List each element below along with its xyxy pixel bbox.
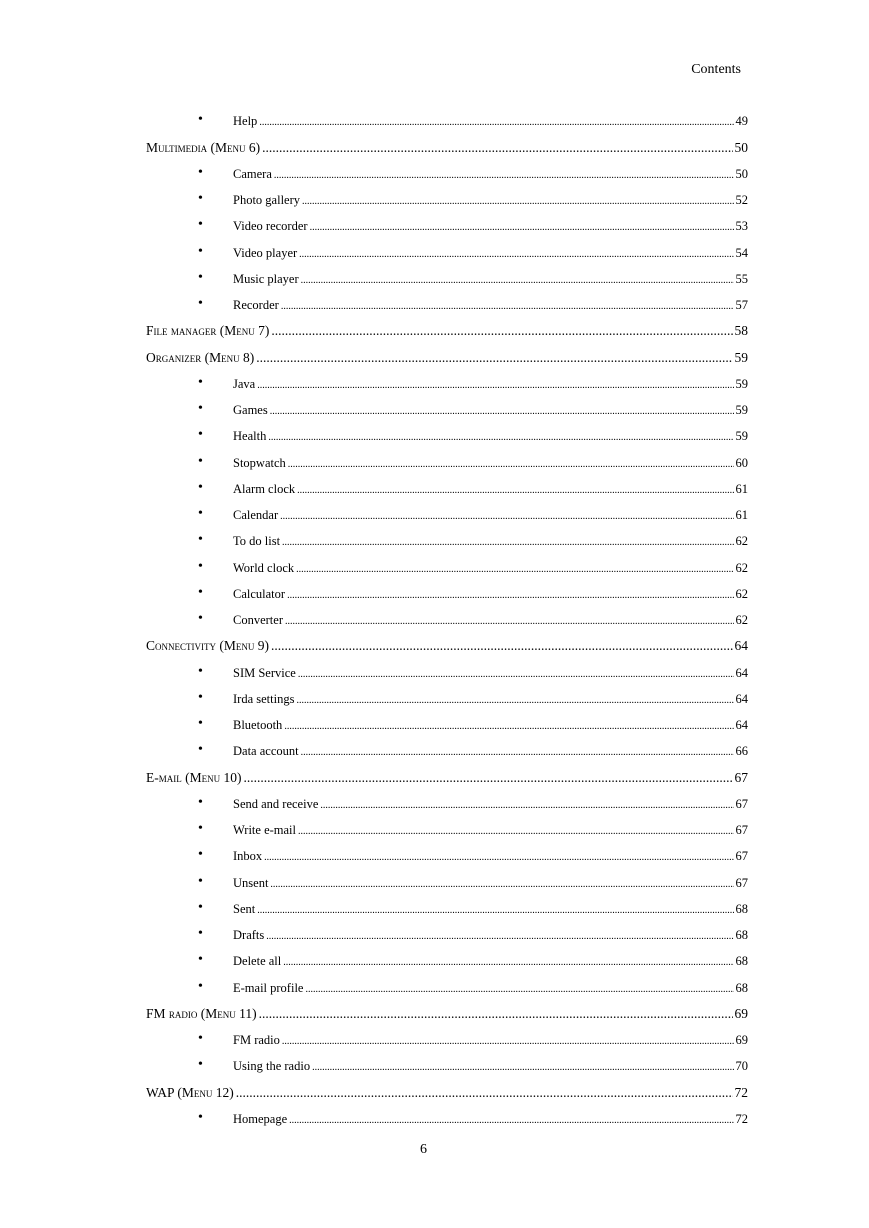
toc-entry-title: Connectivity (Menu 9) — [146, 638, 269, 654]
toc-entry-title: World clock — [233, 560, 295, 575]
toc-entry-page: 62 — [735, 534, 748, 549]
toc-entry-page: 64 — [735, 718, 748, 732]
toc-entry-page: 67 — [735, 875, 748, 890]
bullet-icon: • — [198, 611, 203, 626]
bullet-icon: • — [198, 1109, 203, 1125]
dot-leader — [271, 638, 733, 654]
toc-entry-page: 50 — [735, 166, 748, 181]
bullet-icon: • — [198, 191, 203, 206]
toc-item-entry[interactable] — [146, 1101, 748, 1127]
toc-section-entry[interactable] — [146, 129, 748, 155]
bullet-icon: • — [198, 742, 203, 758]
toc-item-entry[interactable] — [146, 707, 748, 733]
toc-item-entry[interactable] — [146, 917, 748, 943]
toc-entry-page: 64 — [735, 665, 748, 680]
toc-entry-title: Help — [233, 114, 258, 129]
toc-entry-page: 49 — [735, 114, 748, 129]
toc-item-entry[interactable] — [146, 812, 748, 838]
toc-entry-page: 62 — [735, 586, 748, 601]
toc-entry-page: 57 — [735, 298, 748, 312]
dot-leader — [262, 140, 732, 156]
toc-entry-page: 72 — [734, 1084, 748, 1100]
toc-entry-title: Recorder — [233, 298, 279, 312]
dot-leader — [282, 1033, 734, 1048]
bullet-icon: • — [198, 217, 203, 233]
dot-leader — [281, 298, 734, 313]
toc-entry-page: 50 — [734, 139, 748, 155]
toc-entry-title: Bluetooth — [233, 718, 283, 732]
toc-item-entry[interactable] — [146, 1022, 748, 1048]
toc-entry-title: Video player — [233, 245, 298, 260]
toc-entry-page: 68 — [735, 928, 748, 942]
toc-section-entry[interactable] — [146, 1074, 748, 1100]
dot-leader — [289, 1112, 733, 1127]
bullet-icon: • — [198, 716, 203, 731]
toc-item-entry[interactable] — [146, 497, 748, 523]
bullet-icon: • — [198, 506, 203, 521]
running-header: Contents — [691, 62, 741, 77]
dot-leader — [310, 219, 734, 234]
toc-entry-page: 52 — [735, 193, 748, 207]
dot-leader — [259, 114, 733, 129]
dot-leader — [266, 928, 733, 943]
dot-leader — [270, 403, 734, 418]
toc-entry-title: FM radio — [233, 1033, 280, 1047]
dot-leader — [285, 613, 734, 628]
toc-item-entry[interactable] — [146, 943, 748, 969]
toc-item-entry[interactable] — [146, 733, 748, 759]
toc-entry-title: Send and receive — [233, 796, 319, 811]
dot-leader — [305, 981, 733, 996]
table-of-contents — [146, 103, 748, 1127]
toc-entry-title: WAP (Menu 12) — [146, 1084, 234, 1100]
toc-entry-page: 72 — [735, 1111, 748, 1126]
toc-entry-title: Music player — [233, 271, 299, 286]
toc-section-entry[interactable] — [146, 759, 748, 785]
toc-entry-title: Drafts — [233, 928, 265, 942]
toc-entry-page: 67 — [735, 849, 748, 864]
toc-item-entry[interactable] — [146, 681, 748, 707]
toc-item-entry[interactable] — [146, 786, 748, 812]
toc-entry-page: 69 — [734, 1005, 748, 1021]
bullet-icon: • — [198, 689, 203, 705]
toc-item-entry[interactable] — [146, 287, 748, 313]
dot-leader — [257, 902, 733, 917]
dot-leader — [256, 350, 732, 366]
dot-leader — [274, 167, 734, 182]
toc-item-entry[interactable] — [146, 182, 748, 208]
dot-leader — [298, 823, 733, 838]
bullet-icon: • — [198, 899, 203, 915]
dot-leader — [296, 561, 733, 576]
toc-entry-page: 53 — [735, 219, 748, 234]
bullet-icon: • — [198, 873, 203, 889]
bullet-icon: • — [198, 926, 203, 941]
toc-item-entry[interactable] — [146, 891, 748, 917]
dot-leader — [280, 508, 733, 523]
bullet-icon: • — [198, 978, 203, 994]
toc-item-entry[interactable] — [146, 549, 748, 575]
toc-entry-title: Java — [233, 376, 256, 391]
toc-item-entry[interactable] — [146, 602, 748, 628]
toc-entry-title: Camera — [233, 166, 272, 181]
toc-entry-page: 58 — [734, 323, 748, 339]
toc-item-entry[interactable] — [146, 864, 748, 890]
toc-entry-title: Irda settings — [233, 691, 295, 706]
toc-entry-title: Homepage — [233, 1111, 288, 1126]
toc-entry-page: 64 — [735, 691, 748, 706]
dot-leader — [236, 1085, 733, 1101]
toc-entry-title: Converter — [233, 613, 283, 627]
toc-entry-page: 59 — [735, 429, 748, 444]
bullet-icon: • — [198, 1031, 203, 1046]
bullet-icon: • — [198, 112, 203, 128]
toc-item-entry[interactable] — [146, 576, 748, 602]
toc-entry-title: Write e-mail — [233, 823, 297, 837]
toc-entry-title: FM radio (Menu 11) — [146, 1005, 257, 1021]
toc-entry-page: 67 — [734, 769, 748, 785]
toc-entry-page: 59 — [735, 403, 748, 417]
dot-leader — [268, 429, 733, 444]
toc-item-entry[interactable] — [146, 444, 748, 470]
toc-entry-page: 67 — [735, 823, 748, 837]
toc-item-entry[interactable] — [146, 103, 748, 129]
toc-entry-title: Stopwatch — [233, 455, 286, 470]
toc-entry-page: 69 — [735, 1033, 748, 1047]
bullet-icon: • — [198, 164, 203, 180]
toc-entry-title: Using the radio — [233, 1059, 311, 1074]
bullet-icon: • — [198, 374, 203, 390]
toc-entry-title: E-mail profile — [233, 980, 304, 995]
bullet-icon: • — [198, 663, 203, 679]
toc-entry-page: 70 — [735, 1059, 748, 1074]
toc-item-entry[interactable] — [146, 838, 748, 864]
toc-item-entry[interactable] — [146, 654, 748, 680]
toc-entry-title: Delete all — [233, 954, 282, 969]
dot-leader — [259, 1006, 733, 1022]
bullet-icon: • — [198, 479, 203, 495]
toc-entry-page: 62 — [735, 560, 748, 575]
toc-item-entry[interactable] — [146, 234, 748, 260]
dot-leader — [271, 323, 732, 339]
dot-leader — [302, 193, 733, 208]
toc-entry-title: Sent — [233, 901, 256, 916]
toc-entry-title: Health — [233, 429, 267, 444]
toc-item-entry[interactable] — [146, 418, 748, 444]
toc-entry-page: 68 — [735, 954, 748, 969]
dot-leader — [287, 587, 733, 602]
toc-entry-title: File manager (Menu 7) — [146, 323, 270, 339]
toc-entry-title: To do list — [233, 534, 281, 549]
toc-entry-page: 68 — [735, 980, 748, 995]
dot-leader — [264, 849, 733, 864]
dot-leader — [257, 377, 733, 392]
toc-entry-title: SIM Service — [233, 665, 296, 680]
toc-entry-title: Calendar — [233, 508, 279, 522]
toc-entry-page: 60 — [735, 455, 748, 470]
toc-entry-title: Data account — [233, 744, 299, 759]
toc-entry-page: 66 — [735, 744, 748, 759]
toc-entry-title: Organizer (Menu 8) — [146, 349, 255, 365]
bullet-icon: • — [198, 794, 203, 810]
bullet-icon: • — [198, 269, 203, 285]
bullet-icon: • — [198, 427, 203, 443]
dot-leader — [296, 692, 733, 707]
bullet-icon: • — [198, 952, 203, 968]
dot-leader — [297, 482, 733, 497]
toc-entry-title: Inbox — [233, 849, 263, 864]
toc-entry-title: Alarm clock — [233, 481, 296, 496]
toc-item-entry[interactable] — [146, 471, 748, 497]
toc-entry-title: Photo gallery — [233, 193, 301, 207]
toc-section-entry[interactable] — [146, 628, 748, 654]
bullet-icon: • — [198, 532, 203, 548]
toc-entry-page: 68 — [735, 901, 748, 916]
toc-entry-page: 55 — [735, 271, 748, 286]
bullet-icon: • — [198, 558, 203, 574]
toc-item-entry[interactable] — [146, 1048, 748, 1074]
toc-entry-page: 59 — [734, 349, 748, 365]
dot-leader — [288, 456, 734, 471]
toc-section-entry[interactable] — [146, 996, 748, 1022]
toc-entry-page: 64 — [734, 638, 748, 654]
toc-entry-page: 62 — [735, 613, 748, 627]
toc-section-entry[interactable] — [146, 339, 748, 365]
toc-item-entry[interactable] — [146, 156, 748, 182]
toc-entry-page: 61 — [735, 508, 748, 522]
toc-item-entry[interactable] — [146, 392, 748, 418]
toc-item-entry[interactable] — [146, 969, 748, 995]
dot-leader — [270, 876, 733, 891]
bullet-icon: • — [198, 584, 203, 600]
toc-entry-page: 67 — [735, 796, 748, 811]
bullet-icon: • — [198, 453, 203, 469]
toc-item-entry[interactable] — [146, 366, 748, 392]
dot-leader — [284, 718, 733, 733]
bullet-icon: • — [198, 296, 203, 311]
bullet-icon: • — [198, 847, 203, 863]
dot-leader — [283, 954, 733, 969]
toc-entry-title: E-mail (Menu 10) — [146, 769, 242, 785]
dot-leader — [320, 797, 733, 812]
toc-entry-title: Video recorder — [233, 219, 308, 234]
dot-leader — [243, 770, 732, 786]
dot-leader — [301, 272, 734, 287]
toc-entry-title: Unsent — [233, 875, 269, 890]
dot-leader — [298, 666, 734, 681]
toc-entry-title: Games — [233, 403, 268, 417]
toc-entry-page: 59 — [735, 376, 748, 391]
toc-entry-title: Calculator — [233, 586, 286, 601]
toc-entry-page: 54 — [735, 245, 748, 260]
bullet-icon: • — [198, 1057, 203, 1073]
toc-item-entry[interactable] — [146, 523, 748, 549]
toc-item-entry[interactable] — [146, 261, 748, 287]
toc-section-entry[interactable] — [146, 313, 748, 339]
page-number: 6 — [420, 1142, 427, 1157]
dot-leader — [301, 744, 734, 759]
bullet-icon: • — [198, 401, 203, 416]
bullet-icon: • — [198, 821, 203, 836]
dot-leader — [312, 1059, 733, 1074]
toc-entry-title: Multimedia (Menu 6) — [146, 139, 261, 155]
toc-item-entry[interactable] — [146, 208, 748, 234]
dot-leader — [299, 246, 733, 261]
bullet-icon: • — [198, 243, 203, 259]
toc-entry-page: 61 — [735, 481, 748, 496]
dot-leader — [282, 534, 733, 549]
